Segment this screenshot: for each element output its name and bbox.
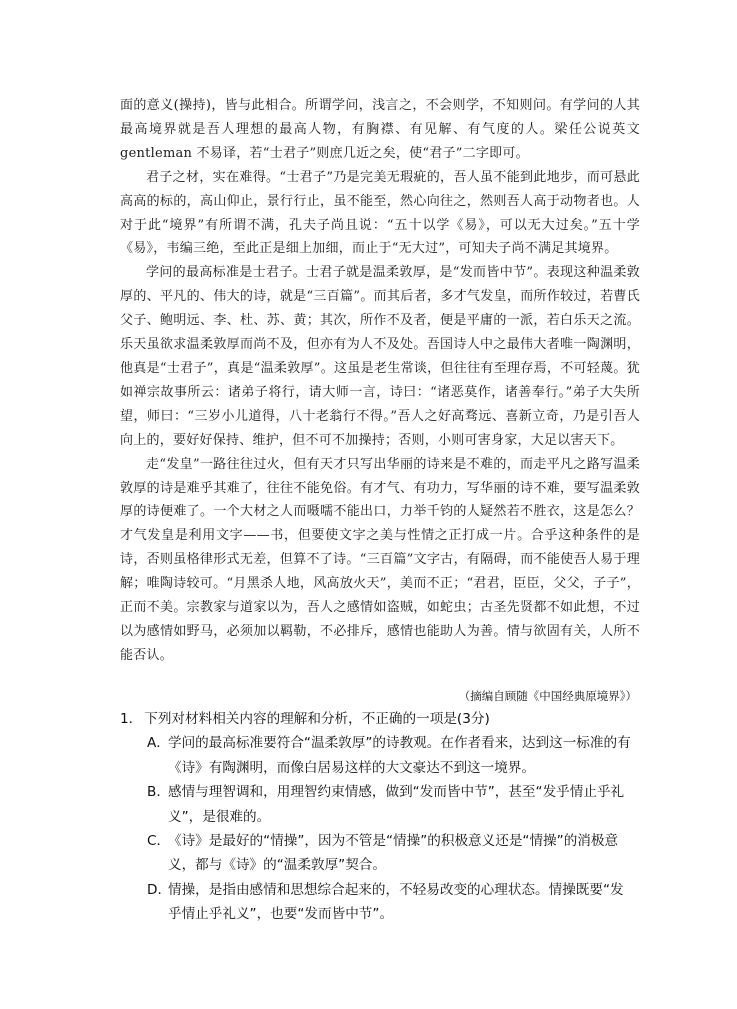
option-c-letter: C． <box>147 833 171 850</box>
option-b-text: 感情与理智调和，用理智约束情感，做到“发而皆中节”，甚至“发乎情止乎礼义”，是很难的。 <box>168 784 625 825</box>
option-c[interactable] <box>120 829 635 878</box>
question-number: 1． <box>120 711 143 727</box>
option-a-text: 学问的最高标准要符合“温柔敦厚”的诗教观。在作者看来，达到这一标准的有《诗》有陶渊明，而像白居易这样的大文豪达不到这一境界。 <box>168 735 631 776</box>
option-a[interactable] <box>120 731 635 780</box>
option-d-letter: D． <box>147 881 172 898</box>
passage-paragraph-4: 走“发皇”一路往往过火，但有天才只写出华丽的诗来是不难的，而走平凡之路写温柔敦厚的诗是难乎其难了，往往不能免俗。有才气、有功力，写华丽的诗不难，要写温柔敦厚的诗便难了。一个大材之人而嗫嚅不能出口，力举千钧的人疑然若不胜衣，这是怎么？才气发皇是利用文字——书，但要使文字之美与性情之正打成一片。合乎这种条件的是诗，否则虽格律形式无差，但算不了诗。“三百篇”文字古，有隔碍，而不能使吾人易于理解；唯陶诗较可。“月黑杀人地，风高放火天”，美而不正；“君君，臣臣，父父，子子”，正而不美。宗教家与道家以为，吾人之感情如盗贼，如蛇虫；古圣先贤都不如此想，不过以为感情如野马，必须加以羁勒，不必排斥，感情也能助人为善。情与欲固有关，人所不能否认。 <box>120 456 640 663</box>
reading-passage <box>120 94 640 668</box>
question-stem-text: 下列对材料相关内容的理解和分析，不正确的一项是(3分) <box>144 711 490 727</box>
option-c-text: 《诗》是最好的“情操”，因为不管是“情操”的积极意义还是“情操”的消极意义，都与《诗》的“温柔敦厚”契合。 <box>168 833 619 874</box>
option-d[interactable] <box>120 878 635 927</box>
option-b-letter: B． <box>147 784 170 801</box>
passage-paragraph-1: 面的意义(操持)，皆与此相合。所谓学问，浅言之，不会则学，不知则问。有学问的人其最高境界就是吾人理想的最高人物，有胸襟、有见解、有气度的人。梁任公说英文 gentleman 不易译，若“士君子”则庶几近之矣，使“君子”二字即可。 <box>120 98 640 161</box>
passage-paragraph-3: 学问的最高标准是士君子。士君子就是温柔敦厚，是“发而皆中节”。表现这种温柔敦厚的、平凡的、伟大的诗，就是“三百篇”。而其后者，多才气发皇，而所作较过，若曹氏父子、鲍明远、李、杜、苏、黄；其次，所作不及者，便是平庸的一派，若白乐天之流。乐天虽欲求温柔敦厚而尚不及，但亦有为人不及处。吾国诗人中之最伟大者唯一陶渊明，他真是“士君子”，真是“温柔敦厚”。这虽是老生常谈，但往往有至理存焉，不可轻蔑。犹如禅宗故事所云：诸弟子将行，请大师一言，诗曰：“诸恶莫作，诸善奉行。”弟子大失所望，师曰：“三岁小儿道得，八十老翁行不得。”吾人之好高骛远、喜新立奇，乃是引吾人向上的，要好好保持、维护，但不可不加操持；否则，小则可害身家，大足以害天下。 <box>120 265 640 448</box>
passage-source-citation: （摘编自顾随《中国经典原境界》） <box>458 689 637 703</box>
option-a-letter: A． <box>147 735 170 752</box>
question-stem <box>120 707 635 731</box>
option-b[interactable] <box>120 780 635 829</box>
passage-paragraph-2: 君子之材，实在难得。“士君子”乃是完美无瑕疵的，吾人虽不能到此地步，而可悬此高高的标的，高山仰止，景行行止，虽不能至，然心向往之，然则吾人高于动物者也。人对于此“境界”有所谓不满，孔夫子尚且说：“五十以学《易》，可以无大过矣。”五十学《易》，韦编三绝，至此正是细上加细，而止于“无大过”，可知夫子尚不满足其境界。 <box>120 169 640 257</box>
question-1 <box>120 707 635 927</box>
option-d-text: 情操，是指由感情和思想综合起来的，不轻易改变的心理状态。情操既要“发乎情止乎礼义”，也要“发而皆中节”。 <box>168 881 624 923</box>
